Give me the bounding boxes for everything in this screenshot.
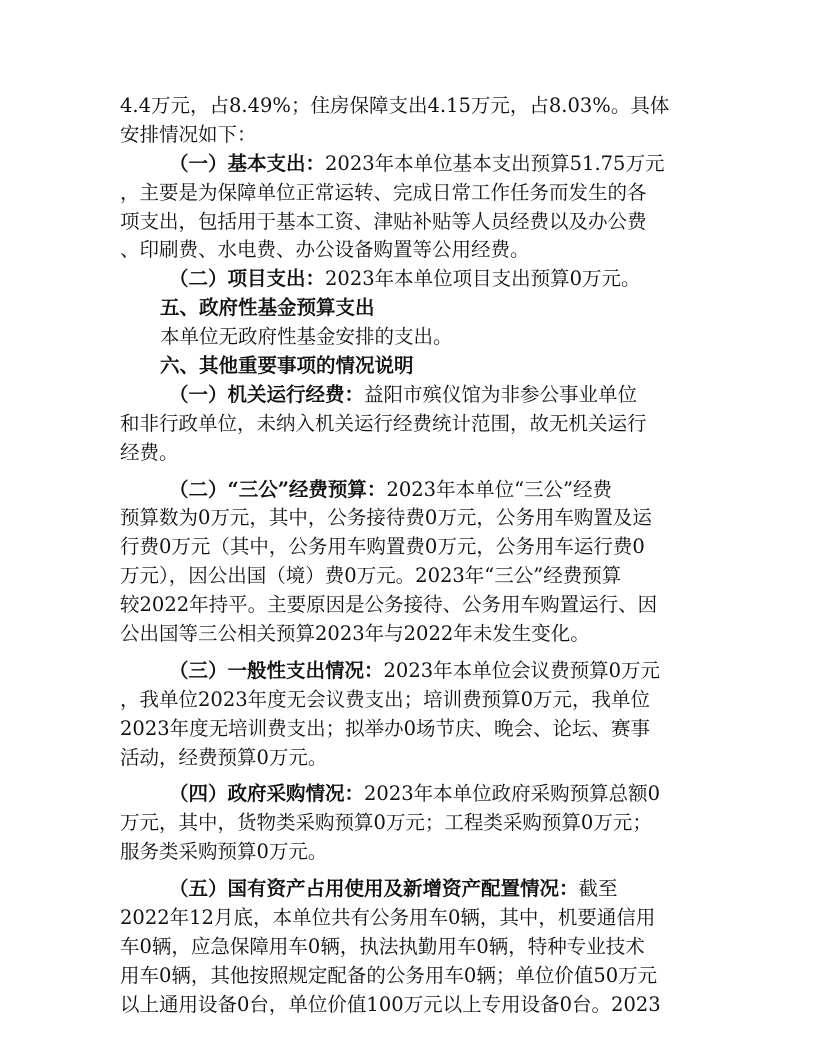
text-run: 2023年本单位“三公”经费 xyxy=(386,477,613,501)
text-line: 安排情况如下： xyxy=(120,122,257,146)
bold-lead: （四）政府采购情况： xyxy=(169,782,365,806)
text-line: 经费。 xyxy=(120,440,179,464)
text-line: 车0辆，应急保障用车0辆，执法执勤用车0辆，特种专业技术 xyxy=(120,934,645,958)
text-line: ，主要是为保障单位正常运转、完成日常工作任务而发生的各 xyxy=(120,180,647,204)
text-line: 万元，其中，货物类采购预算0万元；工程类采购预算0万元； xyxy=(120,811,652,835)
text-run: 2023年本单位基本支出预算51.75万元 xyxy=(325,151,665,175)
text-line: 万元），因公出国（境）费0万元。2023年“三公”经费预算 xyxy=(120,564,622,588)
bold-lead: （一）机关运行经费： xyxy=(169,382,365,406)
paragraph-procurement xyxy=(120,780,700,809)
text-run: 截至 xyxy=(578,877,618,901)
text-run: 2023年本单位会议费预算0万元 xyxy=(383,658,661,682)
bold-lead: （二）项目支出： xyxy=(169,267,326,291)
text-run: 2023年本单位项目支出预算0万元。 xyxy=(325,267,641,291)
paragraph-general-expenditure xyxy=(120,657,700,686)
section-heading-5: 五、政府性基金预算支出 xyxy=(160,296,375,320)
text-line: ，我单位2023年度无会议费支出；培训费预算0万元，我单位 xyxy=(120,687,651,711)
bold-lead: （二）“三公”经费预算： xyxy=(169,477,387,501)
text-line: 、印刷费、水电费、办公设备购置等公用经费。 xyxy=(120,238,530,262)
paragraph-agency-operation xyxy=(120,381,700,410)
document-page xyxy=(120,92,700,1020)
text-line: 用车0辆，其他按照规定配备的公务用车0辆；单位价值50万元 xyxy=(120,963,658,987)
text-line: 活动，经费预算0万元。 xyxy=(120,745,328,769)
bold-lead: （五）国有资产占用使用及新增资产配置情况： xyxy=(169,877,579,901)
paragraph-three-public xyxy=(120,476,700,505)
paragraph-basic-expenditure xyxy=(120,150,700,179)
text-line: 本单位无政府性基金安排的支出。 xyxy=(160,325,453,349)
bold-lead: （三）一般性支出情况： xyxy=(169,658,384,682)
text-run: 2023年本单位政府采购预算总额0 xyxy=(364,782,661,806)
text-line: 项支出，包括用于基本工资、津贴补贴等人员经费以及办公费 xyxy=(120,209,647,233)
text-line: 公出国等三公相关预算2023年与2022年未发生变化。 xyxy=(120,622,590,646)
paragraph-project-expenditure xyxy=(120,265,700,294)
section-heading-6: 六、其他重要事项的情况说明 xyxy=(160,354,414,378)
paragraph-state-assets xyxy=(120,875,700,904)
text-line: 服务类采购预算0万元。 xyxy=(120,840,328,864)
text-line: 预算数为0万元，其中，公务接待费0万元，公务用车购置及运 xyxy=(120,506,652,530)
text-line: 以上通用设备0台，单位价值100万元以上专用设备0台。2023 xyxy=(120,992,661,1016)
text-line: 2023年度无培训费支出；拟举办0场节庆、晚会、论坛、赛事 xyxy=(120,716,651,740)
bold-lead: （一）基本支出： xyxy=(169,151,326,175)
text-run: 益阳市殡仪馆为非参公事业单位 xyxy=(364,382,638,406)
text-line: 4.4万元，占8.49%；住房保障支出4.15万元，占8.03%。具体 xyxy=(120,94,670,117)
text-line: 行费0万元（其中，公务用车购置费0万元，公务用车运行费0 xyxy=(120,535,645,559)
text-line: 2022年12月底，本单位共有公务用车0辆，其中，机要通信用 xyxy=(120,906,656,930)
text-line: 和非行政单位，未纳入机关运行经费统计范围，故无机关运行 xyxy=(120,411,647,435)
text-line: 较2022年持平。主要原因是公务接待、公务用车购置运行、因 xyxy=(120,593,658,617)
